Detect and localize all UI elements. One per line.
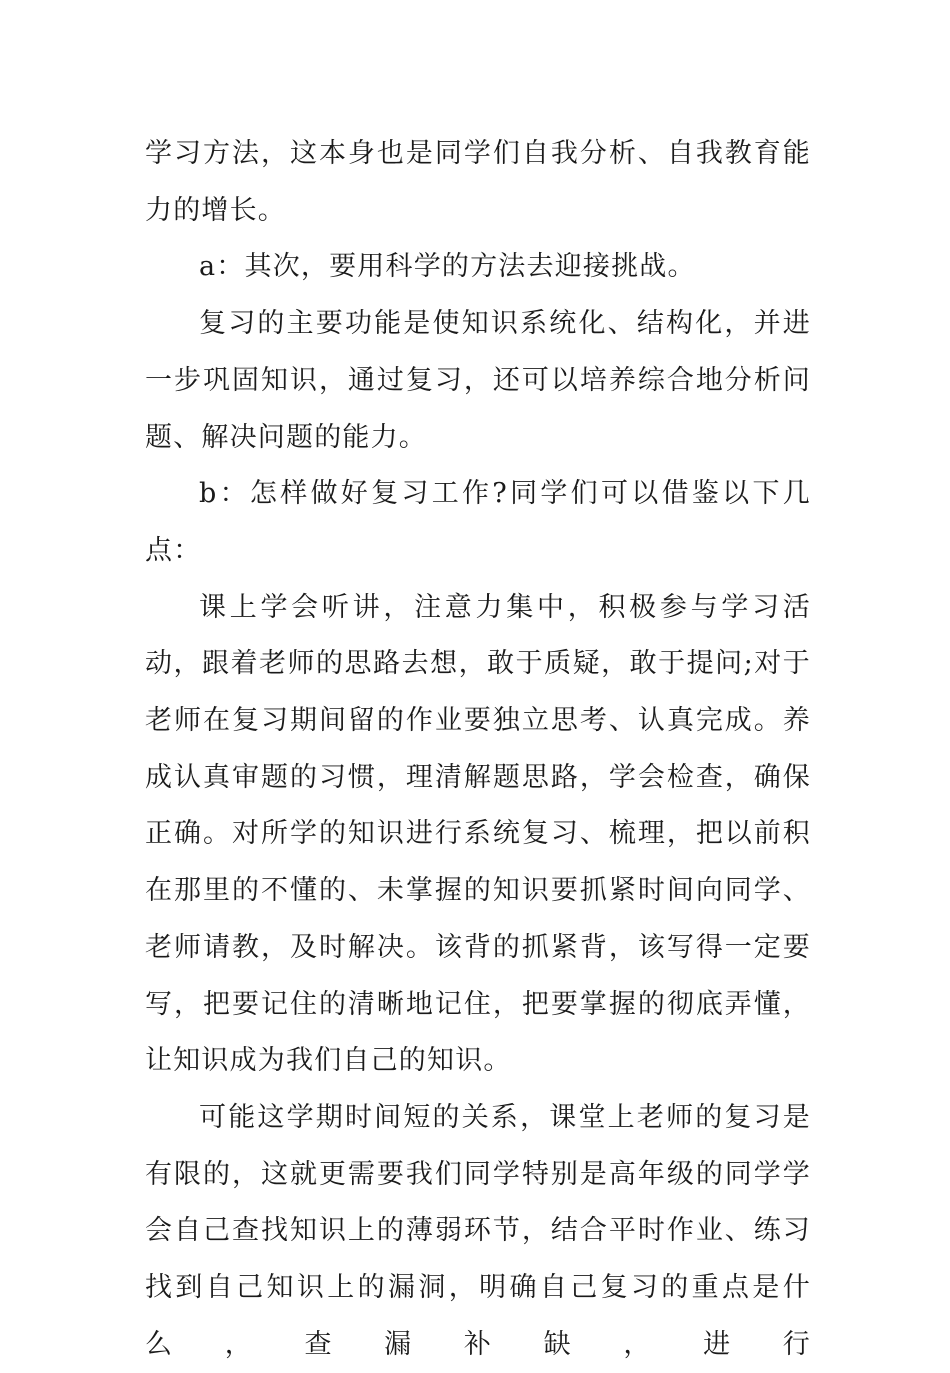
- paragraph-continuation: 学习方法，这本身也是同学们自我分析、自我教育能力的增长。: [145, 138, 811, 226]
- paragraph-point-b: b：怎样做好复习工作?同学们可以借鉴以下几点：: [145, 478, 811, 566]
- paragraph-class-tips: 课上学会听讲，注意力集中，积极参与学习活动，跟着老师的思路去想，敢于质疑，敢于提问;对于老师在复习期间留的作业要独立思考、认真完成。养成认真审题的习惯，理清解题思路，学会检查，确保正确。对所学的知识进行系统复习、梳理，把以前积在那里的不懂的、未掌握的知识要抓紧时间向同学、老师请教，及时解决。该背的抓紧背，该写得一定要写，把要记住的清晰地记住，把要掌握的彻底弄懂，让知识成为我们自己的知识。: [145, 591, 811, 1077]
- document-body: [145, 126, 811, 1373]
- paragraph-self-review: 可能这学期时间短的关系，课堂上老师的复习是有限的，这就更需要我们同学特别是高年级的同学学会自己查找知识上的薄弱环节，结合平时作业、练习找到自己知识上的漏洞，明确自己复习的重点是什么，查漏补缺，进行: [145, 1101, 811, 1360]
- paragraph-review-function: 复习的主要功能是使知识系统化、结构化，并进一步巩固知识，通过复习，还可以培养综合地分析问题、解决问题的能力。: [145, 308, 811, 453]
- paragraph-point-a: a：其次，要用科学的方法去迎接挑战。: [199, 251, 696, 283]
